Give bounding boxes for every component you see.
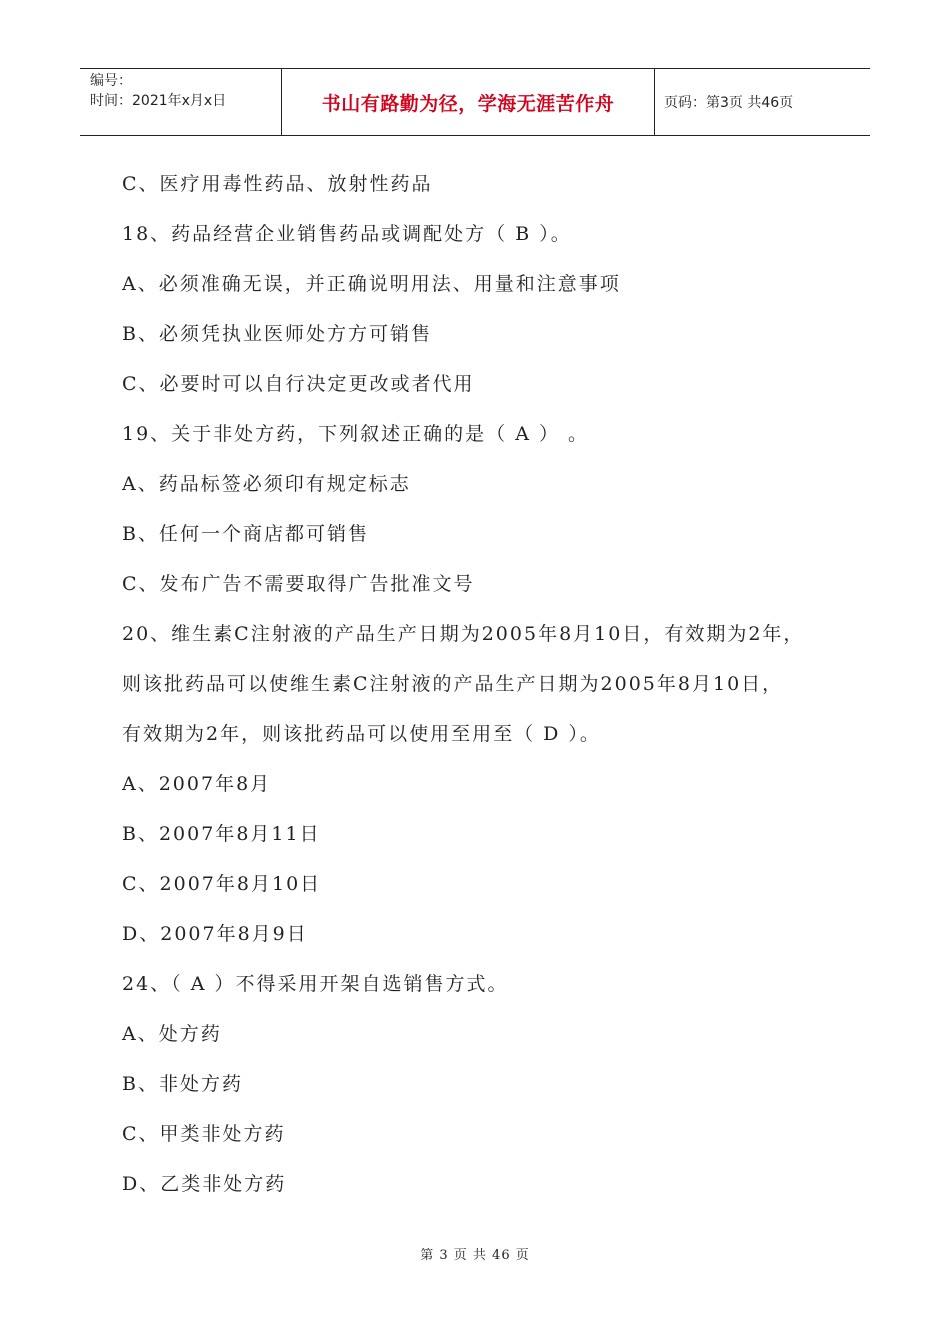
option-line: A、药品标签必须印有规定标志 xyxy=(122,473,411,495)
option-line: C、必要时可以自行决定更改或者代用 xyxy=(122,373,475,395)
question-18: 18、药品经营企业销售药品或调配处方（ B ）。 xyxy=(122,223,572,245)
option-line: A、处方药 xyxy=(122,1023,222,1045)
option-line: C、发布广告不需要取得广告批准文号 xyxy=(122,573,475,595)
header-meta xyxy=(80,69,282,135)
question-20-continued: 有效期为2年，则该批药品可以使用至用至（ D ）。 xyxy=(122,723,601,745)
header-motto: 书山有路勤为径，学海无涯苦作舟 xyxy=(282,69,655,135)
option-line: B、必须凭执业医师处方方可销售 xyxy=(122,323,432,345)
question-19: 19、关于非处方药，下列叙述正确的是（ A ） 。 xyxy=(122,423,590,445)
document-number-label: 编号： xyxy=(90,73,132,89)
option-line: A、必须准确无误，并正确说明用法、用量和注意事项 xyxy=(122,273,621,295)
option-line: C、甲类非处方药 xyxy=(122,1123,286,1145)
option-line: C、2007年8月10日 xyxy=(122,873,322,895)
header-page-info: 页码：第3页 共46页 xyxy=(664,95,794,111)
page-footer: 第 3 页 共 46 页 xyxy=(420,1248,530,1263)
question-20: 20、维生素C注射液的产品生产日期为2005年8月10日，有效期为2年， xyxy=(122,623,805,645)
document-date-label: 时间：2021年x月x日 xyxy=(90,93,227,109)
option-line: B、2007年8月11日 xyxy=(122,823,321,845)
option-line: B、任何一个商店都可销售 xyxy=(122,523,369,545)
option-line: D、2007年8月9日 xyxy=(122,923,308,945)
option-line: D、乙类非处方药 xyxy=(122,1173,287,1195)
question-24: 24、（ A ）不得采用开架自选销售方式。 xyxy=(122,973,509,995)
option-line: A、2007年8月 xyxy=(122,773,272,795)
question-20-continued: 则该批药品可以使维生素C注射液的产品生产日期为2005年8月10日， xyxy=(122,673,784,695)
option-line: B、非处方药 xyxy=(122,1073,243,1095)
text-line: C、医疗用毒性药品、放射性药品 xyxy=(122,173,433,195)
page-header xyxy=(80,68,870,136)
question-content xyxy=(122,166,842,1216)
